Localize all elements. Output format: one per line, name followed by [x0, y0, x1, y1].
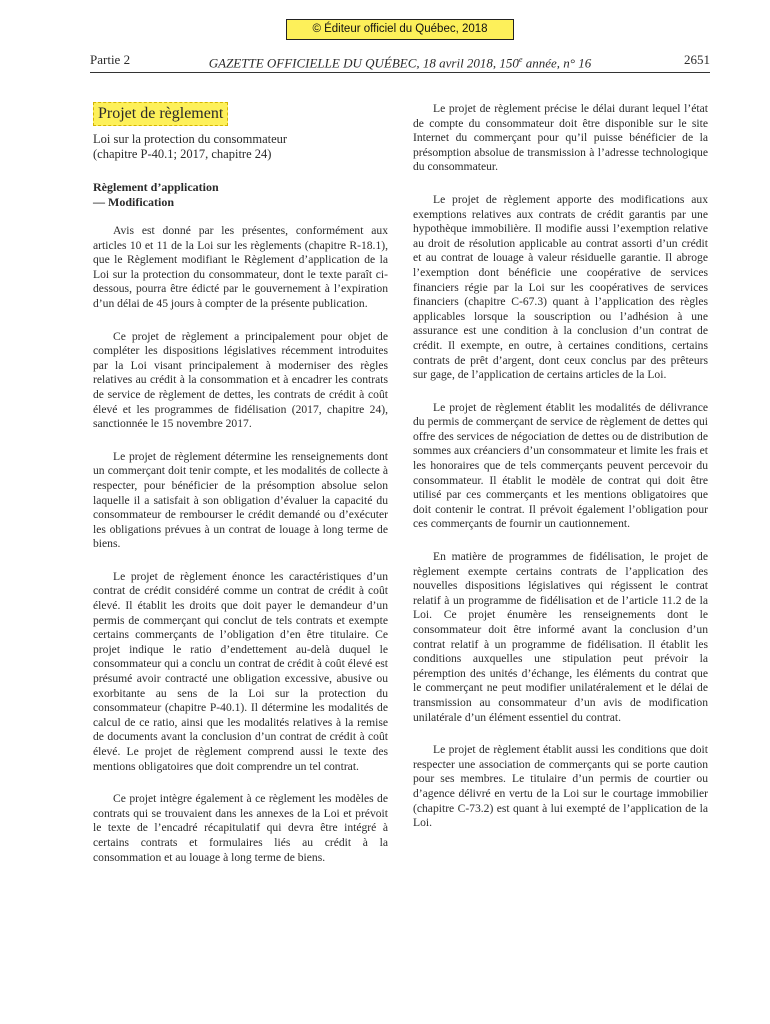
regulation-title-line: Règlement d’application [93, 180, 219, 194]
section-heading: Projet de règlement [93, 102, 228, 126]
regulation-title-line: — Modification [93, 195, 174, 209]
body-paragraph: Le projet de règlement détermine les renseignements dont un commerçant doit tenir compte, et les modalités de collecte à respecter, pour bénéficier de la présomption absolue selon laquelle il a satisfait à son obligation d’évaluer la capacité du consommateur de rembourser le crédit demandé ou d’exécuter les obligations prévues à un contrat de louage à long terme de biens. [93, 449, 388, 551]
header-rule [90, 72, 710, 73]
body-paragraph: Le projet de règlement établit aussi les conditions que doit respecter une association de commerçants qui se porte caution pour ses membres. Le titulaire d’un permis de courtier ou d’agence délivré en vertu de la Loi sur le courtage immobilier (chapitre C-73.2) est quant à lui exempté de l’application de la Loi. [413, 743, 708, 830]
gazette-title [90, 52, 710, 71]
body-paragraph: Ce projet intègre également à ce règlement les modèles de contrats qui se trouvaient dans les annexes de la Loi et prévoit le texte de l’encadré récapitulatif qui devra être intégré à certains contrats et formulaires liés au crédit à la consommation et au louage à long terme de biens. [93, 792, 388, 864]
body-paragraph: Ce projet de règlement a principalement pour objet de compléter les dispositions législatives récemment introduites par la Loi visant principalement à moderniser des règles relatives au crédit à la consommation et à encadrer les contrats de service de règlement de dettes, les contrats de crédit à coût élevé et les programmes de fidélisation (2017, chapitre 24), sanctionnée le 15 novembre 2017. [93, 329, 388, 431]
right-column [413, 102, 708, 849]
law-title-line: Loi sur la protection du consommateur [93, 132, 288, 146]
body-paragraph: Le projet de règlement énonce les caractéristiques d’un contrat de crédit considéré comme un contrat de crédit à coût élevé. Il établit les droits que doit payer le demandeur d’un permis de commerçant qui conclut de tels contrats et exempte certains commerçants de l’obligation d’en être titulaire. Ce projet indique le ratio d’endettement au-delà duquel le consommateur qui a conclu un contrat de crédit à coût élevé est présumé avoir contracté une obligation excessive, abusive ou exorbitante au sens de la Loi sur la protection du consommateur (chapitre P-40.1). Il détermine les modalités de calcul de ce ratio, ainsi que les modalités relatives à la remise de documents avant la conclusion d’un contrat de crédit à coût élevé. Le projet de règlement comprend aussi le texte des mentions obligatoires que doit comprendre un tel contrat. [93, 569, 388, 773]
running-head [90, 52, 710, 71]
gazette-title-main: GAZETTE OFFICIELLE DU QUÉBEC, 18 avril 2018, 150 [208, 55, 519, 71]
gazette-title-sup: e [518, 55, 523, 64]
law-title [93, 132, 388, 162]
page-number: 2651 [684, 52, 710, 67]
regulation-title [93, 180, 388, 210]
body-paragraph: Le projet de règlement précise le délai durant lequel l’état de compte du consommateur doit être disponible sur le site Internet du commerçant pour qu’il puisse bénéficier de la présomption absolue de transmission à l’adresse technologique du consommateur. [413, 102, 708, 174]
gazette-title-suffix: année, n° 16 [522, 55, 592, 71]
body-paragraph: En matière de programmes de fidélisation, le projet de règlement exempte certains contrats de l’application des nouvelles dispositions législatives qui régissent le contrat relatif à un programme de fidélisation et de l’article 11.2 de la Loi. Ce projet énumère les renseignements dont le consommateur doit être informé avant la conclusion d’un contrat relatif à un programme de fidélisation. Il établit les conditions auxquelles une stipulation peut prévoir la péremption des unités d’échange, les éléments du contrat que le commerçant ne peut modifier unilatéralement et le délai de transmission au consommateur d’un avis de modification unilatérale d’un élément essentiel du contrat. [413, 550, 708, 724]
body-paragraph: Le projet de règlement apporte des modifications aux exemptions relatives aux contrats de crédit garantis par une hypothèque immobilière. Il modifie aussi l’exemption relative au droit de résolution applicable au contrat assorti d’un crédit et au contrat de louage à valeur résiduelle garantie. Il abroge l’exemption dont bénéficie une coopérative de services financiers régie par la Loi sur les coopératives de services financiers (chapitre C-67.3) quant à l’application des règles applicables lorsque la souscription ou l’adhésion à une assurance est une condition à la conclusion d’un contrat de crédit. Il exempte, en outre, à certaines conditions, certains contrats de prêt d’argent, dont ceux conclus par des prêteurs sur gage, de l’application de certains articles de la Loi. [413, 192, 708, 382]
body-paragraph: Le projet de règlement établit les modalités de délivrance du permis de commerçant de service de règlement de dettes qui offre des services de négociation de dettes ou de distribution de sommes aux créanciers d’un consommateur et limite les frais et les honoraires que de tels commerçants peuvent percevoir du consommateur. Il établit le modèle de contrat qui doit être utilisé par ces commerçants et les mentions obligatoires que doit contenir le contrat. Il prévoit également l’obligation pour ces commerçants de fournir un cautionnement. [413, 400, 708, 531]
left-column [93, 102, 388, 883]
part-label: Partie 2 [90, 52, 131, 67]
body-paragraph: Avis est donné par les présentes, conformément aux articles 10 et 11 de la Loi sur les règlements (chapitre R-18.1), que le Règlement modifiant le Règlement d’application de la Loi sur la protection du consommateur, dont le texte paraît ci-dessous, pourra être édicté par le gouvernement à l’expiration d’un délai de 45 jours à compter de la présente publication. [93, 224, 388, 310]
law-title-line: (chapitre P-40.1; 2017, chapitre 24) [93, 147, 272, 161]
copyright-banner: © Éditeur officiel du Québec, 2018 [286, 19, 514, 40]
